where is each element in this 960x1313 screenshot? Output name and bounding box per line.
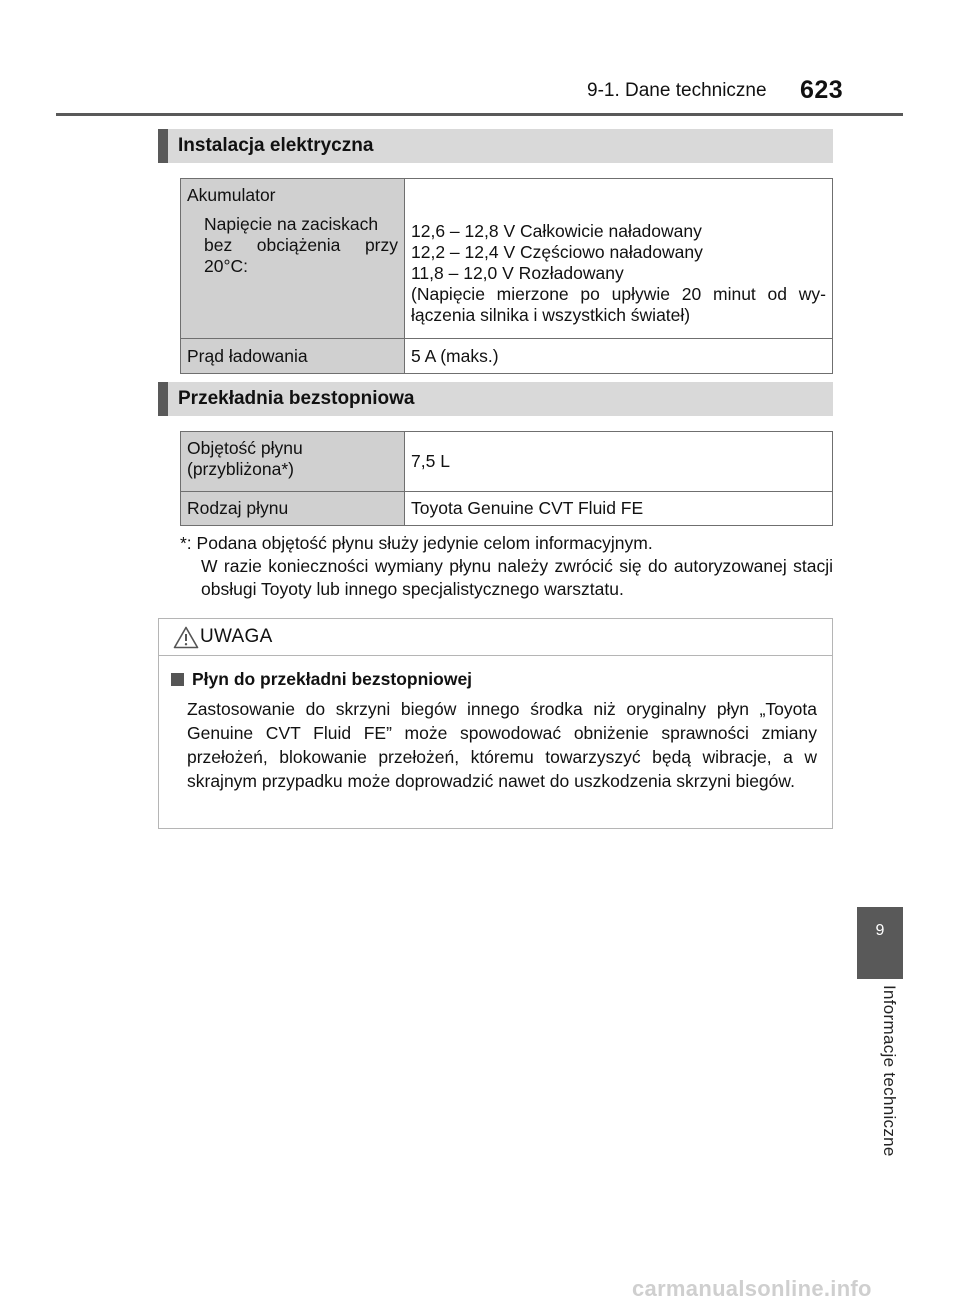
section-title-cvt: Przekładnia bezstopniowa — [158, 382, 833, 416]
watermark: carmanualsonline.info — [632, 1276, 872, 1301]
section-title-electrical: Instalacja elektryczna — [158, 129, 833, 163]
charge-label: Prąd ładowania — [181, 339, 405, 374]
voltage-label-line: Napięcie na zaciskach — [204, 214, 379, 234]
chapter-title: 9-1. Dane techniczne — [587, 80, 767, 101]
voltage-value-line: 12,6 – 12,8 V Całkowicie naładowany — [411, 221, 702, 241]
electrical-table — [180, 178, 833, 374]
table-row — [181, 179, 833, 339]
table-row — [181, 339, 833, 374]
voltage-value-line: (Napięcie mierzone po upływie 20 minut od wy- — [411, 284, 826, 304]
volume-label-line: Objętość płynu — [187, 438, 303, 458]
voltage-label-line: bez obciążenia przy — [204, 235, 398, 255]
battery-label-cell — [181, 179, 405, 339]
warning-body: Zastosowanie do skrzyni biegów innego środka niż oryginalny płyn „Toyota Genuine CVT Fluid FE” może spowodować obniżenie sprawności zmiany przełożeń, blokowanie przełożeń, któremu towarzyszyć będą wibracje, a w skrajnym przypadku może doprowadzić nawet do uszkodzenia skrzyni biegów. — [187, 699, 817, 791]
table-row — [181, 432, 833, 492]
voltage-value-cell — [405, 179, 833, 339]
voltage-value-line: 11,8 – 12,0 V Rozładowany — [411, 263, 624, 283]
page-number: 623 — [800, 76, 844, 104]
warning-box — [158, 618, 833, 829]
warning-header — [159, 619, 832, 656]
voltage-value — [411, 179, 826, 326]
footnote-line: W razie konieczności wymiany płynu należy zwrócić się do autoryzowanej stacji obsługi Toyoty lub innego specjalistycznego warsztatu. — [201, 556, 833, 599]
square-bullet-icon — [171, 673, 184, 686]
voltage-label — [187, 206, 398, 277]
cvt-table — [180, 431, 833, 526]
voltage-label-line: 20°C: — [204, 256, 248, 276]
volume-label-line: (przybliżona*) — [187, 459, 294, 479]
voltage-value-line: łączenia silnika i wszystkich świateł) — [411, 305, 691, 325]
fluid-label: Rodzaj płynu — [181, 492, 405, 526]
footnote — [180, 532, 833, 601]
fluid-value: Toyota Genuine CVT Fluid FE — [405, 492, 833, 526]
charge-value: 5 A (maks.) — [405, 339, 833, 374]
header-divider — [56, 113, 903, 116]
battery-label: Akumulator — [187, 185, 276, 205]
voltage-value-line: 12,2 – 12,4 V Częściowo naładowany — [411, 242, 703, 262]
volume-value: 7,5 L — [405, 432, 833, 492]
warning-subtitle — [171, 669, 472, 690]
chapter-tab: 9 — [857, 907, 903, 979]
footnote-line: *: Podana objętość płynu służy jedynie celom informacyjnym. — [180, 533, 653, 553]
warning-subtitle-text: Płyn do przekładni bezstopniowej — [192, 669, 473, 689]
warning-triangle-icon — [173, 626, 199, 649]
warning-title: UWAGA — [200, 626, 273, 647]
chapter-side-label: Informacje techniczne — [880, 985, 899, 1157]
table-row — [181, 492, 833, 526]
volume-label — [181, 432, 405, 492]
